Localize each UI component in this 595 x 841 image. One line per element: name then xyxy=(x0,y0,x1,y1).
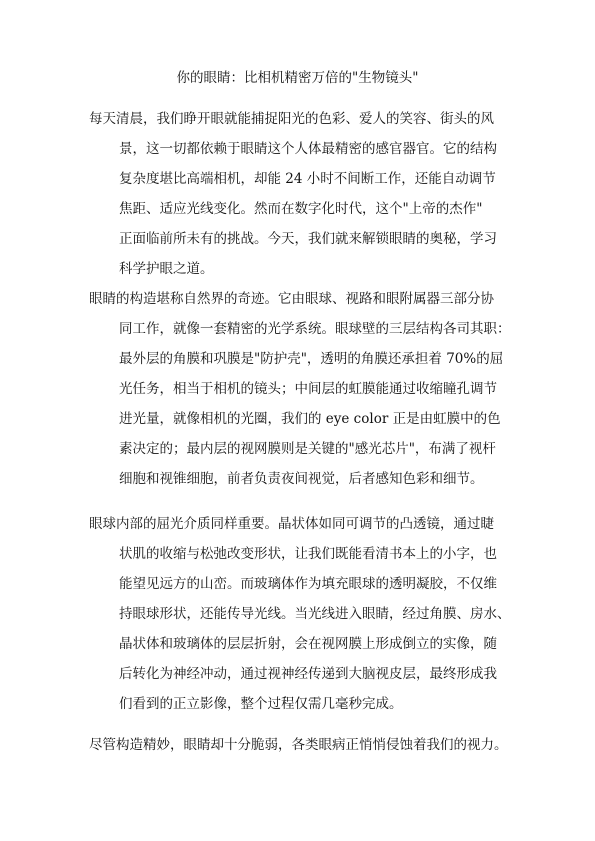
paragraph-line: 状肌的收缩与松弛改变形状，让我们既能看清书本上的小字，也 xyxy=(119,546,497,562)
paragraph-line: 后转化为神经冲动，通过视神经传递到大脑视皮层，最终形成我 xyxy=(119,666,497,682)
paragraph-line: 能望见远方的山峦。而玻璃体作为填充眼球的透明凝胶，不仅维 xyxy=(119,576,497,592)
paragraph-line: 正面临前所未有的挑战。今天，我们就来解锁眼睛的奥秘，学习 xyxy=(119,231,497,247)
paragraph-line: 进光量，就像相机的光圈，我们的 eye color 正是由虹膜中的色 xyxy=(119,411,501,427)
paragraph-line: 同工作，就像一套精密的光学系统。眼球壁的三层结构各司其职： xyxy=(119,321,511,337)
paragraph-line: 尽管构造精妙，眼睛却十分脆弱，各类眼病正悄悄侵蚀着我们的视力。 xyxy=(89,737,508,753)
paragraph-line: 眼睛的构造堪称自然界的奇迹。它由眼球、视路和眼附属器三部分协 xyxy=(89,291,494,307)
document-title: 你的眼睛：比相机精密万倍的"生物镜头" xyxy=(176,70,419,86)
paragraph-intro xyxy=(89,104,511,284)
paragraph-line: 每天清晨，我们睁开眼就能捕捉阳光的色彩、爱人的笑容、街头的风 xyxy=(89,111,494,127)
paragraph-eye-structure xyxy=(89,284,511,494)
paragraph-line: 景，这一切都依赖于眼睛这个人体最精密的感官器官。它的结构 xyxy=(119,141,497,157)
paragraph-line: 素决定的；最内层的视网膜则是关键的"感光芯片"，布满了视杆 xyxy=(119,441,496,457)
paragraph-line: 焦距、适应光线变化。然而在数字化时代，这个"上帝的杰作" xyxy=(119,201,483,217)
paragraph-line: 复杂度堪比高端相机，却能 24 小时不间断工作，还能自动调节 xyxy=(119,171,496,187)
paragraph-line: 细胞和视锥细胞，前者负责夜间视觉，后者感知色彩和细节。 xyxy=(119,471,484,487)
paragraph-refractive-media xyxy=(89,509,511,719)
paragraph-eye-diseases xyxy=(89,730,511,760)
paragraph-line: 最外层的角膜和巩膜是"防护壳"，透明的角膜还承担着 70%的屈 xyxy=(119,351,504,367)
paragraph-line: 眼球内部的屈光介质同样重要。晶状体如同可调节的凸透镜，通过睫 xyxy=(89,516,494,532)
paragraph-line: 晶状体和玻璃体的层层折射，会在视网膜上形成倒立的实像，随 xyxy=(119,636,497,652)
paragraph-line: 科学护眼之道。 xyxy=(119,261,214,277)
paragraph-line: 持眼球形状，还能传导光线。当光线进入眼睛，经过角膜、房水、 xyxy=(119,606,511,622)
paragraph-line: 们看到的正立影像，整个过程仅需几毫秒完成。 xyxy=(119,696,403,712)
paragraph-line: 光任务，相当于相机的镜头；中间层的虹膜能通过收缩瞳孔调节 xyxy=(119,381,497,397)
